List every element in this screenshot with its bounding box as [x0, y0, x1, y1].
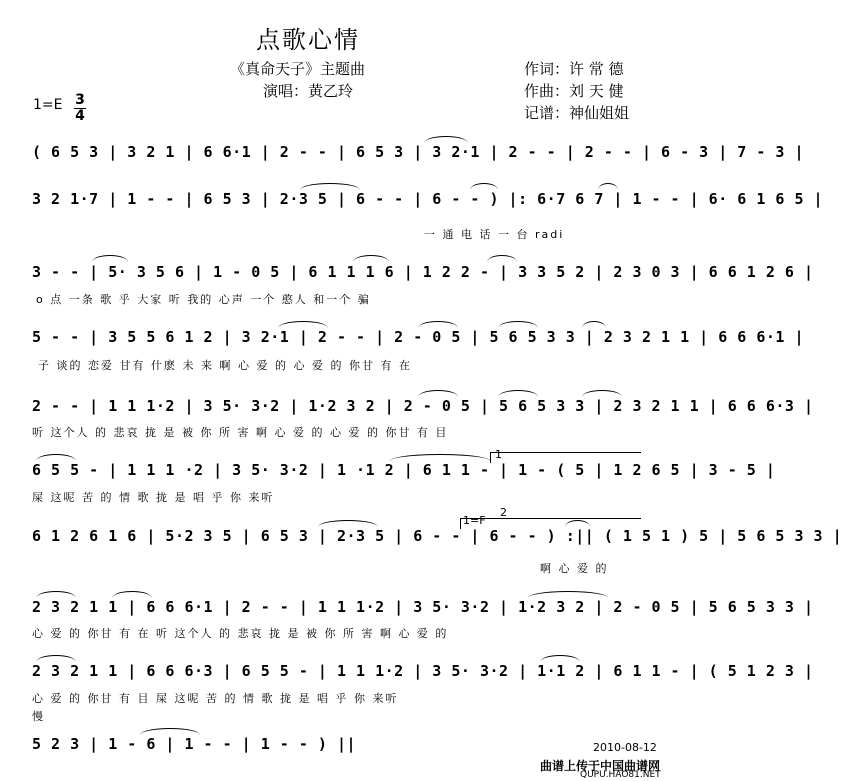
score-line-8: 2 3 2 1 1 | 6 6 6·1 | 2 - - | 1 1 1·2 | 3 5· 3·2 | 1·2 3 2 | 2 - 0 5 | 5 6 5 3 3 | [32, 598, 814, 616]
slur-arc [470, 183, 498, 190]
volta-number: 2 [500, 506, 507, 519]
composer-credit: 作曲：刘 天 健 [524, 82, 624, 100]
volta-bracket-1 [490, 452, 641, 463]
score-line-9: 2 3 2 1 1 | 6 6 6·3 | 6 5 5 - | 1 1 1·2 | 3 5· 3·2 | 1·1 2 | 6 1 1 - | ( 5 1 2 3 | [32, 662, 814, 680]
tie-arc [140, 728, 200, 735]
slur-arc [36, 591, 76, 598]
lyric-line-6: 屎 这呢 苦 的 情 歌 拢 是 唱 乎 你 来听 [32, 491, 275, 504]
key-signature: 1=E [33, 97, 63, 113]
score-line-1: ( 6 5 3 | 3 2 1 | 6 6·1 | 2 - - | 6 5 3 | 3 2·1 | 2 - - | 2 - - | 6 - 3 | 7 - 3 | [32, 143, 804, 161]
tie-arc [424, 136, 468, 143]
slur-arc [528, 591, 608, 598]
song-title: 点歌心情 [256, 26, 360, 54]
site-name: 曲谱上传于中国曲谱网 [540, 759, 661, 773]
slur-arc [498, 321, 538, 328]
slur-arc [36, 454, 76, 461]
slur-arc [418, 321, 458, 328]
volta-key-change: 1=F [463, 514, 486, 527]
lyric-line-3: o 点 一条 歌 乎 大家 听 我的 心声 一个 憨人 和一个 骗 [36, 293, 371, 306]
slur-arc [487, 255, 517, 262]
slur-arc [582, 390, 622, 397]
tie-arc [540, 655, 580, 662]
score-line-4: 5 - - | 3 5 5 6 1 2 | 3 2·1 | 2 - - | 2 - 0 5 | 5 6 5 3 3 | 2 3 2 1 1 | 6 6 6·1 | [32, 328, 804, 346]
time-signature-bottom: 4 [75, 108, 85, 124]
score-line-5: 2 - - | 1 1 1·2 | 3 5· 3·2 | 1·2 3 2 | 2 - 0 5 | 5 6 5 3 3 | 2 3 2 1 1 | 6 6 6·3 | [32, 397, 814, 415]
score-line-3: 3 - - | 5· 3 5 6 | 1 - 0 5 | 6 1 1 1 6 | 1 2 2 - | 3 3 5 2 | 2 3 0 3 | 6 6 1 2 6 | [32, 263, 814, 281]
lyric-line-4: 子 谈的 恋爱 甘有 什麽 未 来 啊 心 爱 的 心 爱 的 你甘 有 在 [38, 359, 412, 372]
slur-arc [582, 321, 606, 328]
volta-bracket-2 [460, 518, 641, 529]
lyric-line-7: 啊 心 爱 的 [540, 562, 609, 575]
site-url: QUPU.HAO81.NET [580, 770, 661, 780]
slur-arc [418, 390, 458, 397]
slur-arc [565, 520, 590, 527]
tie-arc [300, 183, 360, 190]
volta-number: 1 [495, 448, 502, 461]
slur-arc [598, 183, 618, 190]
score-line-2: 3 2 1·7 | 1 - - | 6 5 3 | 2·3 5 | 6 - - | 6 - - ) |: 6·7 6 7 | 1 - - | 6· 6 1 6 5 | [32, 190, 824, 208]
lyricist-credit: 作词：许 常 德 [524, 60, 624, 78]
song-subtitle: 《真命天子》主题曲 [230, 60, 366, 78]
transcription-date: 2010-08-12 [593, 741, 657, 754]
tie-arc [390, 454, 490, 461]
transcriber-credit: 记谱：神仙姐姐 [524, 104, 630, 122]
lyric-line-9: 心 爱 的 你甘 有 目 屎 这呢 苦 的 情 歌 拢 是 唱 乎 你 来听 [32, 692, 399, 705]
lyric-line-5: 听 这个人 的 悲哀 拢 是 被 你 所 害 啊 心 爱 的 心 爱 的 你甘 有 目 [32, 426, 449, 439]
singer-credit: 演唱：黄乙玲 [263, 82, 354, 100]
slur-arc [112, 591, 152, 598]
score-line-10: 5 2 3 | 1 - 6 | 1 - - | 1 - - ) || [32, 735, 357, 753]
slur-arc [498, 390, 538, 397]
tie-arc [318, 520, 378, 527]
time-signature-top: 3 [75, 92, 85, 108]
tie-arc [278, 321, 328, 328]
score-line-6: 6 5 5 - | 1 1 1 ·2 | 3 5· 3·2 | 1 ·1 2 | 6 1 1 - | 1 - ( 5 | 1 2 6 5 | 3 - 5 | [32, 461, 776, 479]
time-signature [74, 94, 86, 123]
score-line-7: 6 1 2 6 1 6 | 5·2 3 5 | 6 5 3 | 2·3 5 | 6 - - | 6 - - ) :|| ( 1 5 1 ) 5 | 5 6 5 3 3 | [32, 527, 842, 545]
slur-arc [92, 255, 128, 262]
slur-arc [36, 655, 76, 662]
lyric-line-2: 一 通 电 话 一 台 radi [424, 228, 565, 241]
tempo-marking-slow: 慢 [32, 710, 45, 723]
lyric-line-8: 心 爱 的 你甘 有 在 听 这个人 的 悲哀 拢 是 被 你 所 害 啊 心 爱 的 [32, 627, 449, 640]
slur-arc [353, 255, 389, 262]
